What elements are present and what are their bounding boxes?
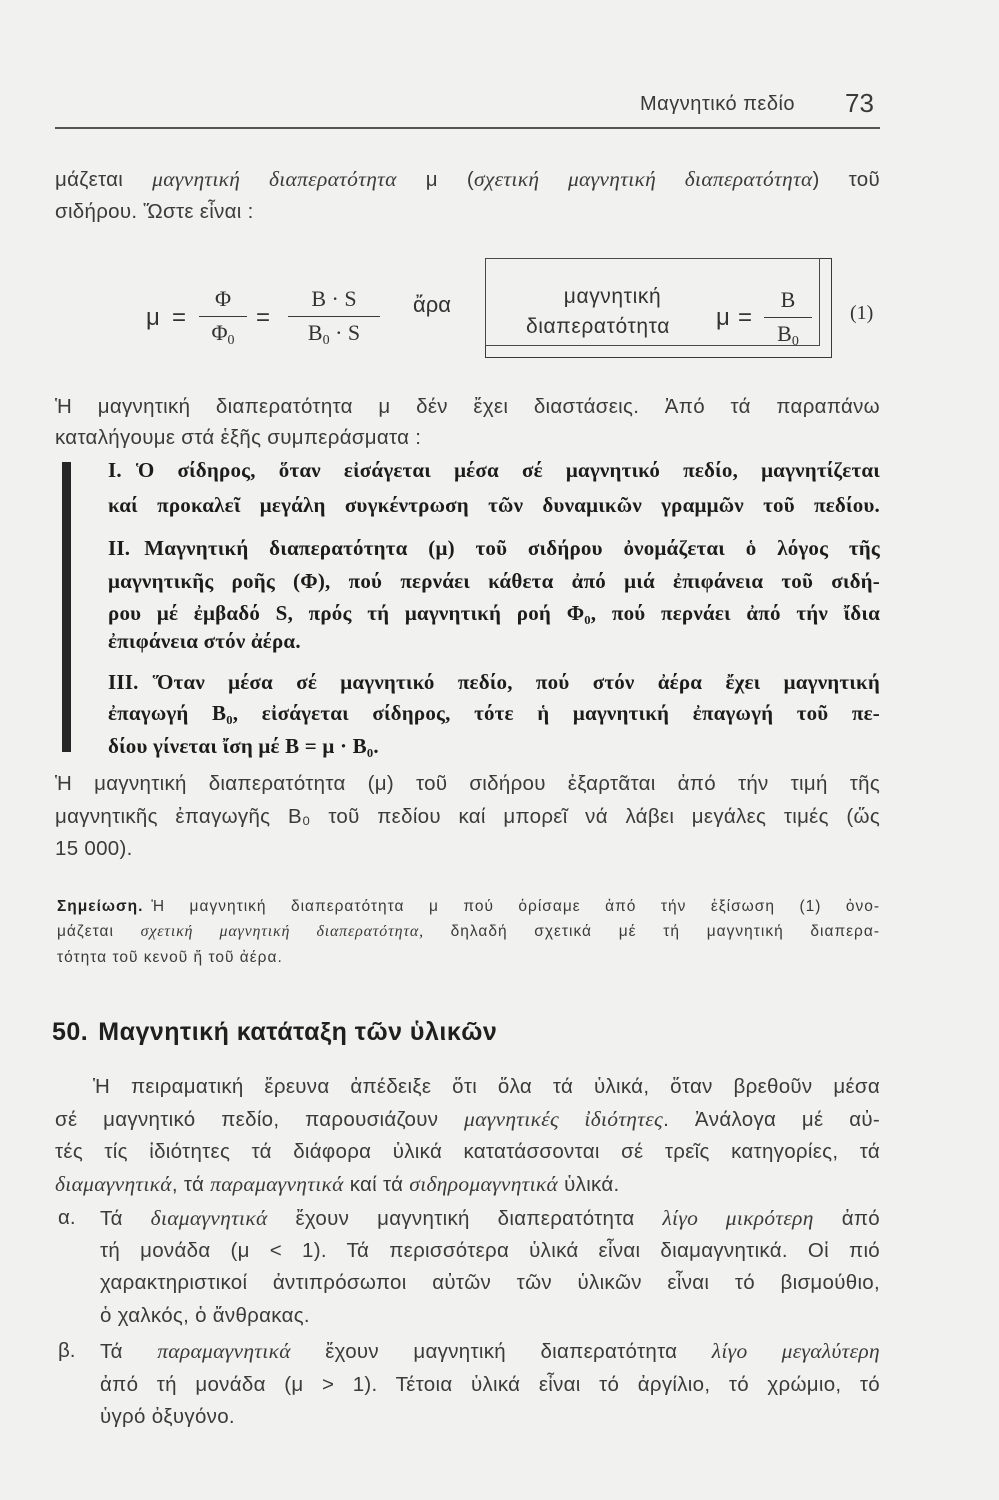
text-run: ) τοῦ [812,168,880,191]
denominator-base: B [307,320,323,345]
text-line: 15 000). [55,837,133,860]
text-run: ἔχουν μαγνητική διαπερατότητα [290,1340,712,1363]
italic-term: διαμαγνητικά [150,1206,268,1230]
text-line: τές τίς ἰδιότητες τά διάφορα ὑλικά κατατάσσονται σέ τρεῖς κατηγορίες, τά [55,1140,880,1163]
mu-symbol: μ [716,304,730,331]
italic-term: διαμαγνητικά [55,1172,172,1196]
text-line [55,1169,880,1200]
text-run: Τά [100,1207,151,1230]
note-line: τότητα τοῦ κενοῦ ἤ τοῦ ἀέρα. [57,949,283,966]
fraction-numerator: B · S [288,282,380,317]
list-item-label: β. [58,1339,76,1362]
italic-term: παραμαγνητικά [210,1172,344,1196]
italic-term: σχετική μαγνητική διαπερατότητα [474,167,813,191]
text-line: σιδήρου. Ὥστε εἶναι : [55,200,254,223]
list-item-line [100,1336,880,1367]
therefore-word: ἄρα [413,292,451,317]
text-run: μάζεται [55,168,153,191]
italic-term: μαγνητικές ἰδιότητες [464,1107,664,1131]
text-line: καταλήγουμε στά ἑξῆς συμπεράσματα : [55,426,422,449]
denominator-subscript: 0 [322,333,330,348]
text-line: μαγνητικῆς ἐπαγωγῆς B₀ τοῦ πεδίου καί μπορεῖ νά λάβει μεγάλες τιμές (ὥς [55,805,880,828]
text-run: Ἡ μαγνητική διαπερατότητα μ πού ὁρίσαμε ἀπό τήν ἐξίσωση (1) ὀνο- [151,898,880,915]
text-run: σέ μαγνητικό πεδίο, παρουσιάζουν [55,1108,465,1131]
text-run: μ ( [396,168,474,191]
text-run: μάζεται [57,923,141,940]
fraction-numerator: Φ [199,282,247,317]
equals-sign: = [738,304,753,331]
text-line: Ἡ μαγνητική διαπερατότητα μ δέν ἔχει διαστάσεις. Ἀπό τά παραπάνω [55,395,880,418]
list-item-line: ὑγρό ὀξυγόνο. [100,1405,235,1428]
italic-term: παραμαγνητικά [157,1339,291,1363]
conclusion-line: μαγνητικῆς ροῆς (Φ), πού περνάει κάθετα ἀπό μιά ἐπιφάνεια τοῦ σιδή- [108,569,880,593]
note-label: Σημείωση. [57,898,144,915]
induction-ratio-fraction [288,282,380,349]
conclusion-line: καί προκαλεῖ μεγάλη συγκέντρωση τῶν δυναμικῶν γραμμῶν τοῦ πεδίου. [108,493,880,517]
text-run: Ὅταν μέσα σέ μαγνητικό πεδίο, πού στόν ἀέρα ἔχει μαγνητική [152,670,880,694]
page-number: 73 [845,88,874,118]
italic-term: μαγνητική διαπερατότητα [152,167,397,191]
equals-sign: = [256,304,271,331]
mu-symbol: μ [146,304,160,331]
fraction-denominator [764,318,812,350]
text-run: δηλαδή σχετικά μέ τή μαγνητική διαπερα- [423,923,881,940]
list-item-label: α. [58,1206,76,1229]
equals-sign: = [172,304,187,331]
conclusion-line: ἐπαγωγή B₀, εἰσάγεται σίδηρος, τότε ἡ μαγνητική ἐπαγωγή τοῦ πε- [108,701,880,725]
fraction-denominator [288,317,380,349]
italic-term: λίγο μικρότερη [662,1206,814,1230]
conclusion-line [108,667,880,697]
box-caption-line1: μαγνητική [563,285,662,308]
conclusion-line [108,455,880,485]
list-item-line: ἀπό τή μονάδα (μ > 1). Τέτοια ὑλικά εἶναι τό ἀργίλιο, τό χρώμιο, τό [100,1373,880,1396]
text-run: καί τά [343,1173,410,1196]
text-line [55,1104,880,1135]
text-run: Ὁ σίδηρος, ὅταν εἰσάγεται μέσα σέ μαγνητικό πεδίο, μαγνητίζεται [135,458,880,482]
box-caption-line2: διαπερατότητα [525,315,671,338]
equation-number: (1) [850,302,874,324]
note-line [57,895,880,919]
italic-term: λίγο μεγαλύτερη [711,1339,880,1363]
permeability-fraction [764,283,812,350]
text-run: ὑλικά. [558,1173,620,1196]
emphasis-side-bar [62,462,71,752]
list-item-line: ὁ χαλκός, ὁ ἄνθρακας. [100,1304,310,1327]
denominator-tail: · S [329,320,361,345]
section-title: Μαγνητική κατάταξη τῶν ὑλικῶν [98,1018,498,1046]
list-item-line [100,1203,880,1234]
text-line [55,164,880,195]
section-heading [52,1015,497,1049]
denominator-subscript: 0 [791,334,799,349]
denominator-subscript: 0 [227,333,235,348]
list-item-line: χαρακτηριστικοί ἀντιπρόσωποι αὐτῶν τῶν ὑλικῶν εἶναι τό βισμούθιο, [100,1271,880,1294]
conclusion-number: III. [108,670,139,694]
italic-term: σχετική μαγνητική διαπερατότητα, [140,923,424,940]
conclusion-line: ρου μέ ἐμβαδό S, πρός τή μαγνητική ροή Φ₀, πού περνάει ἀπό τήν ἴδια [108,601,880,625]
fraction-numerator: B [764,283,812,318]
text-run: Μαγνητική διαπερατότητα (μ) τοῦ σιδήρου ὀνομάζεται ὁ λόγος τῆς [144,536,880,560]
running-header-title: Μαγνητικό πεδίο [640,93,796,115]
conclusion-line: δίου γίνεται ἴση μέ B = μ · B₀. [108,734,379,758]
list-item-line: τή μονάδα (μ < 1). Τά περισσότερα ὑλικά εἶναι διαμαγνητικά. Οἱ πιό [100,1239,880,1262]
italic-term: σιδηρομαγνητικά [409,1172,559,1196]
text-run: . Ἀνάλογα μέ αὐ- [663,1108,880,1131]
conclusion-line: ἐπιφάνεια στόν ἀέρα. [108,629,301,653]
text-run: ἔχουν μαγνητική διαπερατότητα [267,1207,663,1230]
section-number: 50. [52,1018,89,1046]
text-line: Ἡ πειραματική ἔρευνα ἀπέδειξε ὅτι ὅλα τά ὑλικά, ὅταν βρεθοῦν μέσα [93,1075,880,1098]
fraction-denominator [199,317,247,349]
conclusion-line [108,533,880,563]
flux-ratio-fraction [199,282,247,349]
text-run: , τά [171,1173,211,1196]
denominator-base: Φ [211,320,228,345]
conclusion-number: II. [108,536,131,560]
text-run: ἀπό [813,1207,880,1230]
note-line [57,920,880,944]
conclusion-number: I. [108,458,122,482]
text-run: Τά [100,1340,158,1363]
header-rule [55,127,880,129]
denominator-base: B [777,321,792,346]
text-line: Ἡ μαγνητική διαπερατότητα (μ) τοῦ σιδήρου ἐξαρτᾶται ἀπό τήν τιμή τῆς [55,772,880,795]
